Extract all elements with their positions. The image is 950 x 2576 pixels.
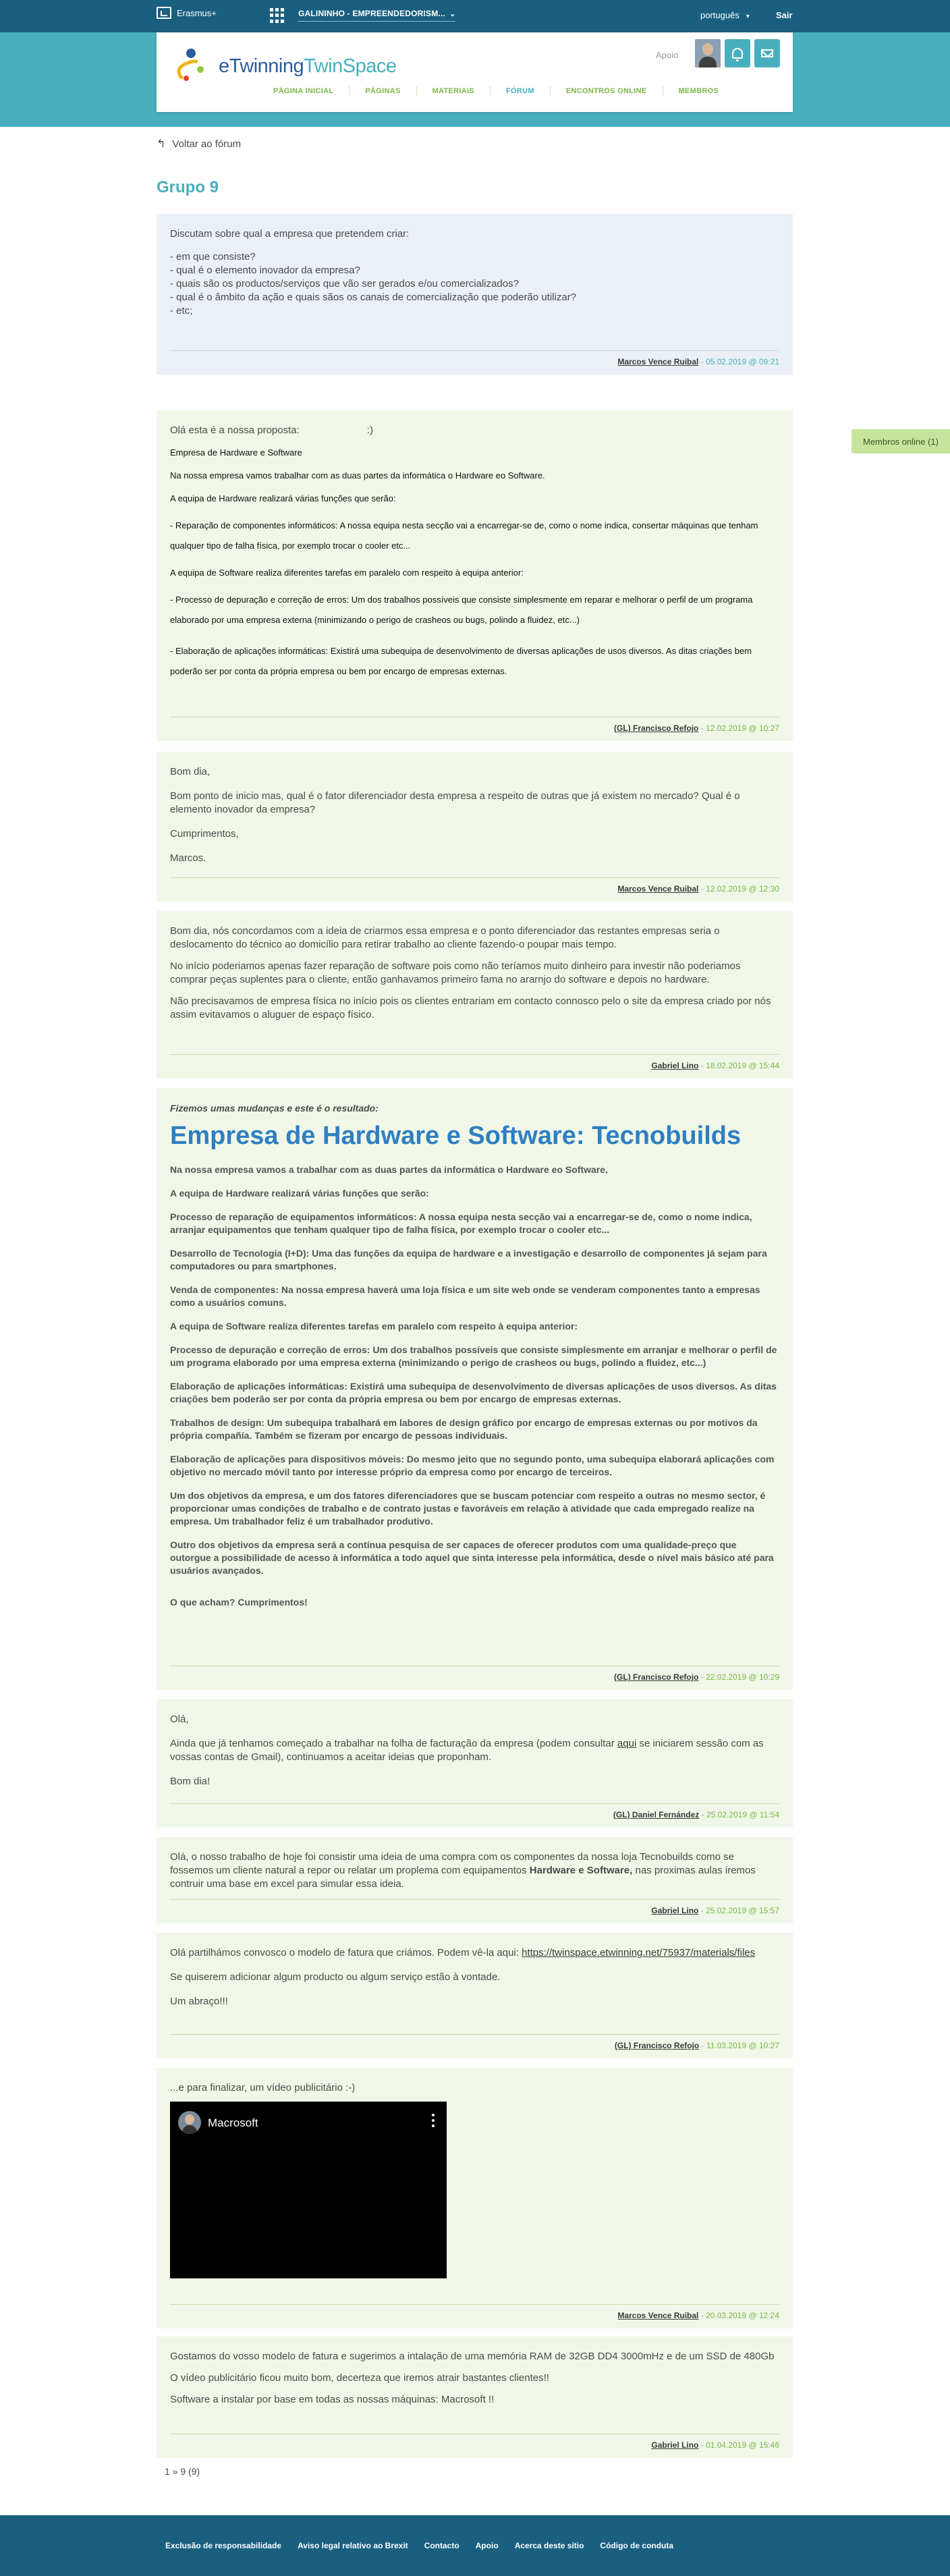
post-body bbox=[170, 227, 779, 318]
forum-post bbox=[157, 911, 793, 1078]
forum-post bbox=[157, 1933, 793, 2058]
post-meta: (GL) Daniel Fernández - 25.02.2019 @ 11:54 bbox=[170, 1803, 779, 1819]
pagination[interactable]: 1 » 9 (9) bbox=[165, 2466, 200, 2477]
post-text: - Processo de depuração e correção de erros: Um dos trabalhos possíveis que consiste simplesmente em reparar e melhorar o perfil de um programa elaborado por uma empresa externa (minimizando o perigo de crasheos ou bugs, polindo a fluidez, etc...) bbox=[170, 595, 753, 625]
notifications-button[interactable] bbox=[725, 39, 750, 67]
post-author[interactable]: Marcos Vence Ruibal bbox=[617, 884, 699, 894]
bell-icon bbox=[732, 48, 743, 59]
post-body bbox=[170, 1713, 779, 1788]
back-to-forum-label: Voltar ao fórum bbox=[172, 138, 242, 150]
etwinning-logo-icon bbox=[174, 46, 213, 86]
erasmus-label: Erasmus+ bbox=[177, 7, 217, 18]
post-text: Um dos objetivos da empresa, e um dos fatores diferenciadores que se buscam potenciar com respeito a outras no mesmo sector, é proporcionar umas condições de trabalho e de contrato justas e favoráveis em relação à atividade que cada empregado realize na empresa. Um trabalhador feliz é um trabalhador produtivo. bbox=[170, 1490, 766, 1527]
post-author[interactable]: (GL) Daniel Fernández bbox=[613, 1810, 700, 1819]
forum-post bbox=[157, 752, 793, 902]
post-date: 12.02.2019 @ 12:30 bbox=[706, 884, 779, 894]
post-body bbox=[170, 2081, 779, 2278]
language-label: português bbox=[700, 10, 739, 20]
post-body bbox=[170, 765, 779, 865]
post-date: 25.02.2019 @ 11:54 bbox=[706, 1810, 779, 1819]
post-text: Elaboração de aplicações informáticas: Existirá uma subequipa de desenvolvimento de diversas aplicações de usos diversos. As ditas criações bem poderão ser por conta da própria empresa ou bem por encargo de empresas externas. bbox=[170, 1381, 777, 1404]
post-text: Cumprimentos, bbox=[170, 828, 239, 840]
post-date: 12.02.2019 @ 10:27 bbox=[706, 723, 779, 733]
post-author[interactable]: Marcos Vence Ruibal bbox=[617, 2311, 699, 2320]
messages-button[interactable] bbox=[754, 39, 780, 67]
post-text: Gostamos do vosso modelo de fatura e sugerimos a intalação de uma memória RAM de 32GB DD4 3000mHz e de um SSD de 480Gb bbox=[170, 2351, 775, 2362]
post-text: Outro dos objetivos da empresa será a contínua pesquisa de ser capaces de oferecer produtos com uma qualidade-preço que outorgue a possibilidade de acesso à informática a todo aquel que sinta interesse pela informática, desde o nível mais básico até para usuários avançados. bbox=[170, 1539, 774, 1576]
post-text: Olá, bbox=[170, 1714, 189, 1725]
post-text: Elaboração de aplicações para dispositivos móveis: Do mesmo jeito que no segundo ponto, uma subequipa elaborará aplicações com objetivo no mercado móvil tanto por interesse próprio da empresa como por encargo de terceiros. bbox=[170, 1454, 775, 1477]
post-date: 22.02.2019 @ 10:29 bbox=[706, 1672, 779, 1682]
post-body bbox=[170, 1946, 779, 2008]
post-text: - etc; bbox=[170, 305, 193, 317]
mail-icon bbox=[761, 49, 773, 57]
post-text: - em que consiste? bbox=[170, 251, 256, 263]
sheet-link[interactable]: aqui bbox=[617, 1738, 637, 1749]
post-text: Um abraço!!! bbox=[170, 1996, 228, 2007]
post-text: - Reparação de componentes informáticos: A nossa equipa nesta secção vai a encarregar-se de, como o nome indica, consertar máquinas que tenham qualquer tipo de falha física, por exemplo trocar o cooler etc... bbox=[170, 520, 758, 551]
nav-home[interactable]: PÁGINA INICIAL bbox=[258, 86, 350, 96]
post-text: Bom ponto de inicio mas, qual é o fator diferenciador desta empresa a respeito de outras que já existem no mercado? Qual é o elemento inovador da empresa? bbox=[170, 790, 740, 815]
post-text: Marcos. bbox=[170, 852, 206, 864]
back-to-forum-link[interactable] bbox=[157, 137, 241, 150]
erasmus-icon bbox=[157, 7, 171, 19]
post-date: 20.03.2019 @ 12:24 bbox=[706, 2311, 779, 2320]
post-text: A equipa de Hardware realizará várias funções que serão: bbox=[170, 493, 396, 503]
top-bar bbox=[0, 0, 950, 32]
post-date: 18.02.2019 @ 15:44 bbox=[706, 1061, 779, 1070]
language-selector[interactable] bbox=[700, 10, 750, 20]
forum-post bbox=[157, 1088, 793, 1690]
post-text: O vídeo publicitário ficou muito bom, decerteza que iremos atrair bastantes clientes!! bbox=[170, 2372, 549, 2384]
post-author[interactable]: (GL) Francisco Refojo bbox=[614, 2041, 700, 2050]
members-online-tab[interactable]: Membros online (1) bbox=[851, 429, 950, 454]
post-meta: Gabriel Lino - 18.02.2019 @ 15:44 bbox=[170, 1054, 779, 1070]
footer-link-disclaimer[interactable]: Exclusão de responsabilidade bbox=[165, 2541, 282, 2550]
post-body bbox=[170, 2350, 779, 2407]
footer-link-about[interactable]: Acerca deste sítio bbox=[514, 2541, 584, 2550]
post-text: Processo de reparação de equipamentos informáticos: A nossa equipa nesta secção vai a encarregar-se de, como o nome indica, arranjar equipamentos que tenham qualquer tipo de falha física, por exemplo trocar o cooler etc... bbox=[170, 1211, 752, 1235]
back-arrow-icon: ↰ bbox=[157, 138, 166, 150]
post-meta: (GL) Francisco Refojo - 12.02.2019 @ 10:27 bbox=[170, 717, 779, 733]
post-text: Trabalhos de design: Um subequipa trabalhará em labores de design gráfico por encargo de empresas externas ou por motivos da própria compañía. Também se fizeram por encargo de pessoas individuais. bbox=[170, 1417, 758, 1441]
post-text: Não precisavamos de empresa física no início pois os clientes entrariam em contacto connosco pelo o site da empresa criado por nós assim evitavamos o aluguer de espaço físico. bbox=[170, 995, 771, 1020]
post-meta: Marcos Vence Ruibal - 20.03.2019 @ 12:24 bbox=[170, 2304, 779, 2320]
post-date: 01.04.2019 @ 15:46 bbox=[706, 2440, 779, 2450]
post-text: No início poderiamos apenas fazer reparação de software pois como não teríamos muito dinheiro para investir não poderiamos comprar peças suplentes para o cliente, então ganhavamos primeiro fama no ararnjo do software e depois no hardware. bbox=[170, 960, 741, 985]
footer-link-contact[interactable]: Contacto bbox=[424, 2541, 459, 2550]
post-text: Empresa de Hardware e Software bbox=[170, 447, 302, 458]
post-heading: Empresa de Hardware e Software: Tecnobuilds bbox=[170, 1122, 742, 1150]
nav-forum[interactable]: FÓRUM bbox=[491, 86, 551, 96]
main-nav bbox=[258, 86, 734, 96]
post-text: Bom dia, nós concordamos com a ideia de criarmos essa empresa e o ponto diferenciador das restantes empresas seria o deslocamento do técnico ao domicílio para retirar trabalho ao cliente fazendo-o poupar mais tempo. bbox=[170, 925, 720, 950]
post-author[interactable]: (GL) Francisco Refojo bbox=[614, 723, 699, 733]
post-meta: Gabriel Lino - 25.02.2019 @ 15:57 bbox=[170, 1899, 779, 1915]
post-date: 05.02.2019 @ 09:21 bbox=[706, 357, 779, 366]
post-author[interactable]: Gabriel Lino bbox=[651, 2440, 699, 2450]
post-text: - qual é o âmbito da ação e quais sãos os canais de comercialização que poderão utilizar? bbox=[170, 292, 577, 303]
nav-pages[interactable]: PÁGINAS bbox=[350, 86, 416, 96]
post-body bbox=[170, 1101, 779, 1609]
nav-online-meetings[interactable]: ENCONTROS ONLINE bbox=[551, 86, 663, 96]
post-meta: (GL) Francisco Refojo - 22.02.2019 @ 10:29 bbox=[170, 1666, 779, 1682]
brand-name: eTwinningTwinSpace bbox=[219, 55, 397, 77]
post-text: Desarrollo de Tecnologia (I+D): Uma das funções da equipa de hardware e a investigação e desarrollo de componentes já sejam para computadores ou para smartphones. bbox=[170, 1248, 767, 1271]
post-meta: (GL) Francisco Refojo - 11.03.2019 @ 10:27 bbox=[170, 2034, 779, 2050]
post-body bbox=[170, 925, 779, 1022]
post-text: ...e para finalizar, um vídeo publicitário :-) bbox=[170, 2082, 356, 2093]
post-text: Na nossa empresa vamos trabalhar com as duas partes da informática o Hardware eo Software. bbox=[170, 470, 545, 481]
post-text: Ainda que já tenhamos começado a trabalhar na folha de facturação da empresa (podem consultar aqui se iniciarem sessão com as vossas contas de Gmail), continuamos a aceitar ideias que proponham. bbox=[170, 1738, 764, 1763]
post-text: Olá partilhámos convosco o modelo de fatura que criámos. Podem vê-la aqui: https://twinspace.etwinning.net/75937/materials/files bbox=[170, 1947, 756, 1958]
post-date: 11.03.2019 @ 10:27 bbox=[706, 2041, 779, 2050]
site-footer bbox=[0, 2515, 950, 2576]
erasmus-link[interactable] bbox=[157, 7, 217, 19]
post-author[interactable]: Marcos Vence Ruibal bbox=[617, 357, 699, 366]
channel-avatar[interactable] bbox=[178, 2111, 201, 2134]
forum-post bbox=[157, 2068, 793, 2328]
footer-link-support[interactable]: Apoio bbox=[475, 2541, 499, 2550]
post-text: - qual é o elemento inovador da empresa? bbox=[170, 265, 360, 276]
post-text: Discutam sobre qual a empresa que pretendem criar: bbox=[170, 228, 410, 240]
forum-post bbox=[157, 214, 793, 375]
project-name: GALININHO - EMPREENDEDORISM... bbox=[298, 9, 446, 18]
post-author[interactable]: Gabriel Lino bbox=[651, 1906, 699, 1915]
page-title: Grupo 9 bbox=[157, 178, 219, 196]
post-text: A equipa de Hardware realizará várias funções que serão: bbox=[170, 1188, 429, 1199]
post-meta: Marcos Vence Ruibal - 05.02.2019 @ 09:21 bbox=[170, 350, 779, 366]
etwinning-logo[interactable] bbox=[174, 46, 396, 86]
header-card bbox=[157, 32, 793, 112]
post-text: Venda de componentes: Na nossa empresa haverá uma loja física e um site web onde se venderam componentes tanto a empresas como a usuários comuns. bbox=[170, 1284, 760, 1308]
embedded-video[interactable] bbox=[170, 2102, 447, 2278]
post-text: Olá, o nosso trabalho de hoje foi consistir uma ideia de uma compra com os componentes da nossa loja Tecnobuilds como se fossemos um cliente natural a repor ou relatar um proplema com equipamentos Hardware e Software, nas proximas aulas iremos contruir uma base em excel para simular essa ideia. bbox=[170, 1851, 756, 1890]
forum-post bbox=[157, 1837, 793, 1923]
chevron-down-icon: ⌄ bbox=[449, 10, 456, 18]
support-link[interactable]: Apoio bbox=[656, 50, 679, 60]
forum-post bbox=[157, 2336, 793, 2458]
chevron-down-icon: ▾ bbox=[746, 13, 750, 20]
user-avatar[interactable] bbox=[695, 39, 721, 67]
post-text: - quais são os productos/serviços que vão ser gerados e/ou comercializados? bbox=[170, 278, 519, 290]
post-text: Bom dia! bbox=[170, 1776, 211, 1787]
apps-grid-icon[interactable] bbox=[270, 8, 285, 23]
post-author[interactable]: (GL) Francisco Refojo bbox=[614, 1672, 699, 1682]
nav-materials[interactable]: MATERIAIS bbox=[417, 86, 491, 96]
logout-link[interactable]: Sair bbox=[776, 10, 793, 20]
post-text: Processo de depuração e correção de erros: Um dos trabalhos possíveis que consiste simplesmente em arranjar e melhorar o perfil de um programa elaborado por uma empresa externa (minimizando o perigo de crasheos ou bugs, polindo a fluidez, etc...) bbox=[170, 1344, 777, 1368]
footer-link-code-of-conduct[interactable]: Código de conduta bbox=[600, 2541, 674, 2550]
post-closing: O que acham? Cumprimentos! bbox=[170, 1597, 308, 1608]
post-lead: Fizemos umas mudanças e este é o resultado: bbox=[170, 1103, 379, 1114]
forum-post bbox=[157, 1699, 793, 1828]
post-body bbox=[170, 424, 779, 682]
materials-link[interactable]: https://twinspace.etwinning.net/75937/materials/files bbox=[522, 1947, 756, 1958]
post-body bbox=[170, 1851, 779, 1891]
nav-members[interactable]: MEMBROS bbox=[678, 87, 719, 95]
post-text: A equipa de Software realiza diferentes tarefas em paralelo com respeito à equipa anterior: bbox=[170, 1321, 578, 1332]
project-selector[interactable] bbox=[298, 9, 455, 22]
post-text: Olá esta é a nossa proposta: :) bbox=[170, 424, 373, 436]
post-text: Na nossa empresa vamos a trabalhar com as duas partes da informática o Hardware eo Software. bbox=[170, 1164, 608, 1175]
post-date: 25.02.2019 @ 15:57 bbox=[706, 1906, 779, 1915]
post-text: Se quiserem adicionar algum producto ou algum serviço estão à vontade. bbox=[170, 1971, 501, 1983]
post-text: A equipa de Software realiza diferentes tarefas em paralelo com respeito à equipa anterior: bbox=[170, 568, 524, 578]
post-meta: Marcos Vence Ruibal - 12.02.2019 @ 12:30 bbox=[170, 877, 779, 894]
video-title[interactable]: Macrosoft bbox=[208, 2116, 258, 2129]
footer-link-brexit[interactable]: Aviso legal relativo ao Brexit bbox=[298, 2541, 408, 2550]
more-options-icon[interactable] bbox=[432, 2114, 435, 2127]
post-text: Bom dia, bbox=[170, 766, 211, 777]
post-text: - Elaboração de aplicações informáticas: Existirá uma subequipa de desenvolvimento de diversas aplicações de usos diversos. As ditas criações bem poderão ser por conta da própria empresa ou bem por encargo de empresas externas. bbox=[170, 646, 752, 676]
post-text: Software a instalar por base em todas as nossas máquinas: Macrosoft !! bbox=[170, 2394, 495, 2405]
post-author[interactable]: Gabriel Lino bbox=[651, 1061, 699, 1070]
post-meta: Gabriel Lino - 01.04.2019 @ 15:46 bbox=[170, 2434, 779, 2450]
forum-post bbox=[157, 410, 793, 741]
